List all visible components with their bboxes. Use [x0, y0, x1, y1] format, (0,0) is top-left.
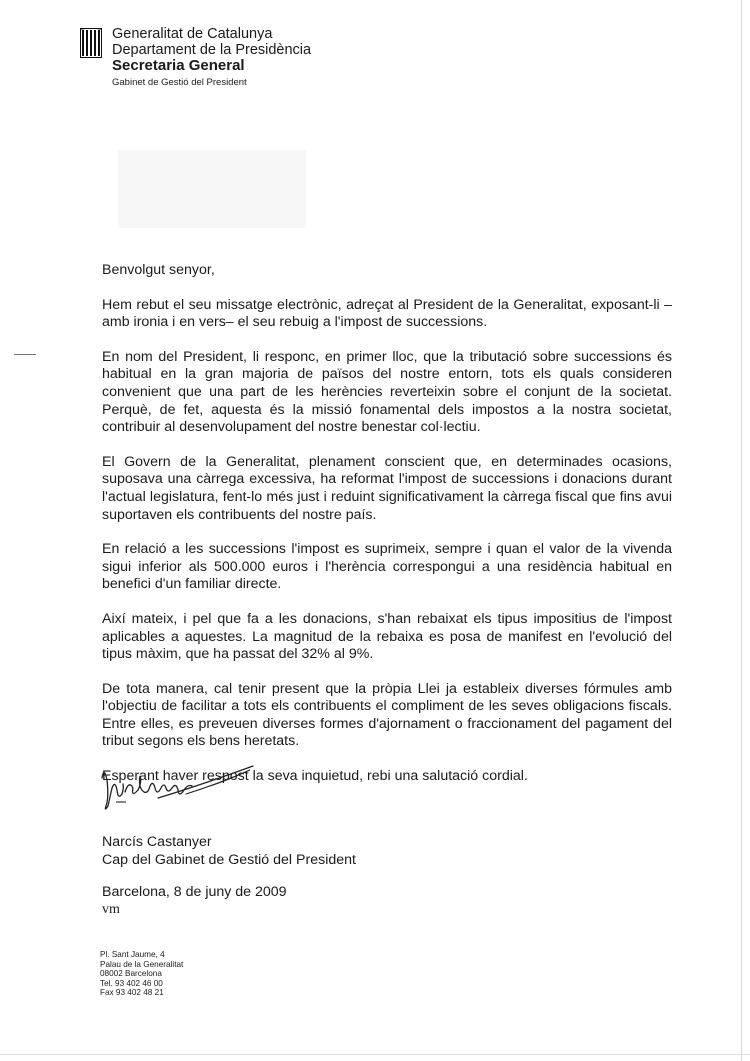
- paragraph: En nom del President, li responc, en primer lloc, que la tributació sobre successions és habitual en la gran majoria de països del nostre entorn, tots els quals consideren convenient que una part de les herències reverteixin sobre el conjunt de la societat. Perquè, de fet, aquesta és la missió fonamental dels impostos a la nostra societat, contribuir al desenvolupament del nostre benestar col·lectiu.: [102, 348, 672, 436]
- blurred-address-area: [118, 150, 306, 228]
- letterhead-secretariat: Secretaria General: [112, 57, 245, 74]
- place-date: Barcelona, 8 de juny de 2009: [102, 884, 287, 900]
- letterhead-department: Departament de la Presidència: [112, 42, 312, 58]
- letter-body: [102, 262, 672, 803]
- footer-fax: Fax 93 402 48 21: [100, 988, 164, 998]
- typist-initials: vm: [102, 902, 120, 917]
- handwritten-signature: [98, 758, 258, 820]
- letterhead-government: Generalitat de Catalunya: [112, 26, 273, 42]
- signer-block: [102, 834, 356, 869]
- paragraph: Hem rebut el seu missatge electrònic, adreçat al President de la Generalitat, exposant-li –amb ironia i en vers– el seu rebuig a l'impost de successions.: [102, 296, 672, 331]
- paragraph: En relació a les successions l'impost es suprimeix, sempre i quan el valor de la vivenda sigui inferior als 500.000 euros i l'herència correspongui a una residència habitual en benefici d'un familiar directe.: [102, 541, 672, 593]
- closing: Esperant haver respost la seva inquietud, rebi una salutació cordial.: [102, 768, 528, 785]
- signer-name: Narcís Castanyer: [102, 834, 212, 850]
- generalitat-logo-icon: [80, 28, 102, 58]
- footer-building: Palau de la Generalitat: [100, 959, 184, 969]
- signer-title: Cap del Gabinet de Gestió del President: [102, 851, 356, 868]
- paragraph: Així mateix, i pel que fa a les donacions, s'han rebaixat els tipus impositius de l'impost aplicables a aquestes. La magnitud de la rebaixa es posa de manifest en l'evolució del tipus màxim, que ha passat del 32% al 9%.: [102, 610, 672, 663]
- footer-address: [100, 950, 183, 998]
- paragraph: El Govern de la Generalitat, plenament conscient que, en determinades ocasions, suposava una càrrega excessiva, ha reformat l'impost de successions i donacions durant l'actual legislatura, fent-lo més just i reduint significativament la càrrega fiscal que fins avui suportaven els contribuents del nostre país.: [102, 453, 672, 523]
- footer-postcode: 08002 Barcelona: [100, 969, 162, 979]
- footer-street: Pl. Sant Jaume, 4: [100, 950, 165, 959]
- scan-edge-right: [741, 0, 742, 1061]
- scan-edge-bottom: [0, 1054, 750, 1055]
- fold-mark: [14, 354, 36, 355]
- paragraph: De tota manera, cal tenir present que la pròpia Llei ja estableix diverses fórmules amb l'objectiu de facilitar a tots els contribuents el compliment de les seves obligacions fiscals. Entre elles, es preveuen diverses formes d'ajornament o fraccionament del pagament del tribut segons els bens heretats.: [102, 680, 672, 750]
- footer-phone: Tel. 93 402 46 00: [100, 978, 163, 988]
- salutation: Benvolgut senyor,: [102, 262, 215, 278]
- letterhead-office: Gabinet de Gestió del President: [112, 77, 247, 88]
